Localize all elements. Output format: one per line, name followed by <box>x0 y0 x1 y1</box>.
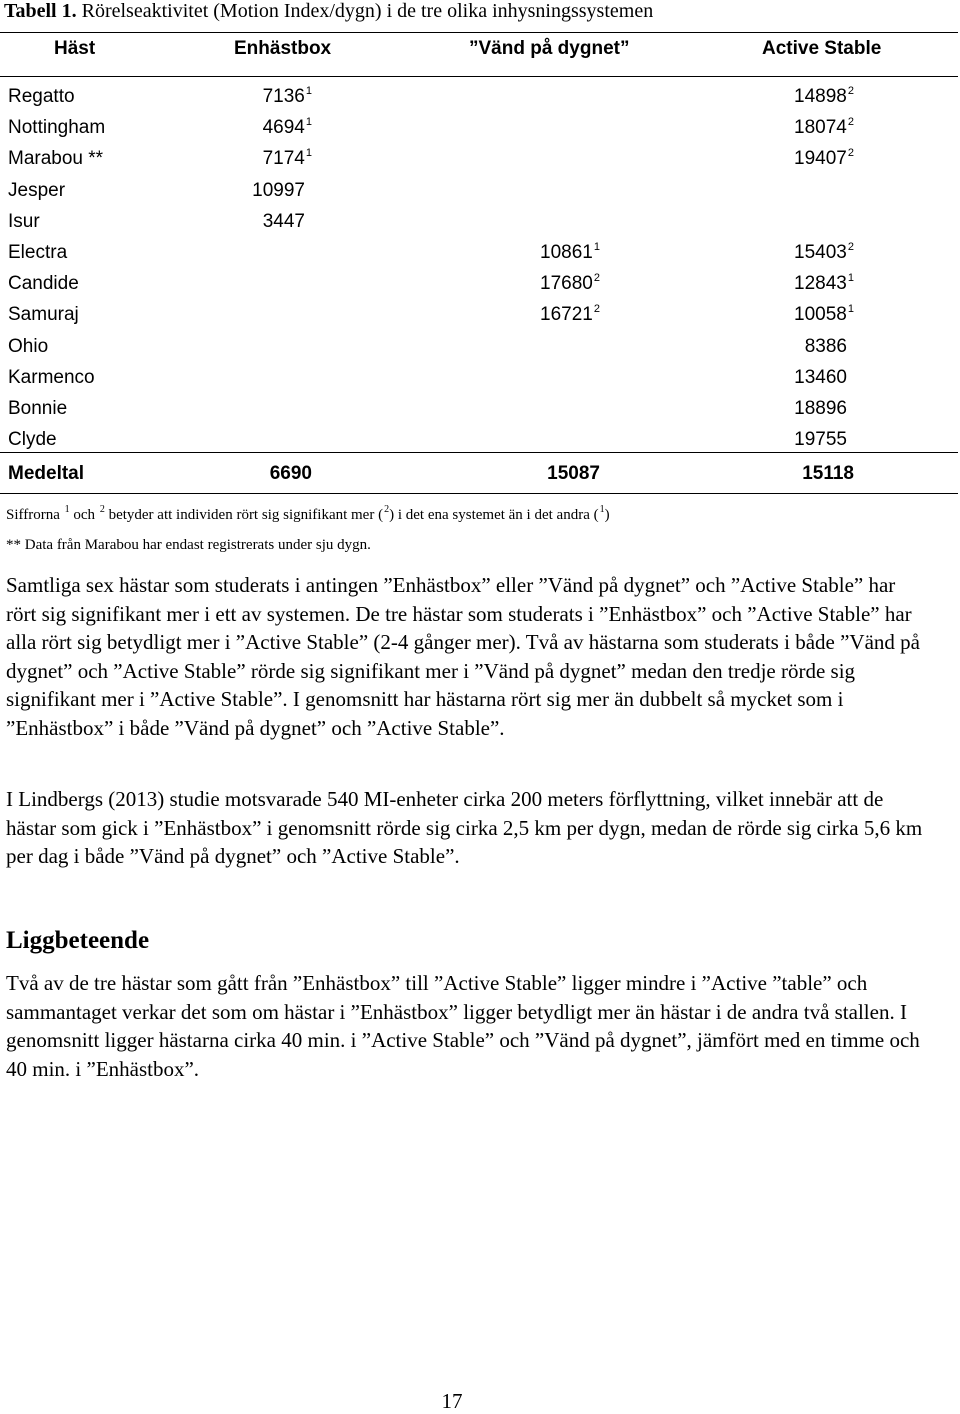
cell-value: Samuraj <box>8 304 79 325</box>
significance-marker: 1 <box>305 85 312 97</box>
significance-marker: 1 <box>305 147 312 159</box>
table-header-rule <box>0 76 958 77</box>
active-stable-value <box>794 148 854 170</box>
significance-marker: 2 <box>847 241 854 253</box>
cell-value: 10861 <box>540 242 593 263</box>
cell-value: 12843 <box>794 273 847 294</box>
significance-marker: 2 <box>593 303 600 315</box>
horse-name <box>8 429 57 451</box>
significance-marker: 1 <box>847 272 854 284</box>
significance-marker: 2 <box>593 272 600 284</box>
active-stable-value <box>794 367 854 389</box>
cell-value: 14898 <box>794 86 847 107</box>
mean-row-label: Medeltal <box>8 463 85 484</box>
horse-name <box>8 180 65 202</box>
active-stable-value <box>794 117 854 139</box>
significance-marker: 2 <box>847 85 854 97</box>
cell-value: Isur <box>8 211 40 232</box>
horse-name <box>8 336 48 358</box>
cell-value: Nottingham <box>8 117 106 138</box>
mean-vand-pa-dygnet: 15087 <box>547 463 600 484</box>
cell-value: 10997 <box>252 180 305 201</box>
significance-marker: 2 <box>847 147 854 159</box>
page-number: 17 <box>441 1389 463 1413</box>
cell-value: Karmenco <box>8 367 95 388</box>
horse-name <box>8 367 95 389</box>
active-stable-value <box>794 242 854 264</box>
mean-enhastbox: 6690 <box>269 463 312 484</box>
cell-value: 7174 <box>262 148 305 169</box>
horse-name <box>8 242 67 264</box>
caption-label: Tabell 1. <box>4 0 77 22</box>
mean-active-stable: 15118 <box>802 463 854 484</box>
cell-value: Regatto <box>8 86 75 107</box>
cell-value: 18074 <box>794 117 847 138</box>
significance-marker: 1 <box>305 116 312 128</box>
caption-text: Rörelseaktivitet (Motion Index/dygn) i de tre olika inhysningssystemen <box>81 0 654 22</box>
significance-marker: 1 <box>593 241 600 253</box>
vand-pa-dygnet-value <box>540 304 600 326</box>
cell-value: 19407 <box>794 148 847 169</box>
footnote-marabou: ** Data från Marabou har endast registrerats under sju dygn. <box>6 537 371 553</box>
active-stable-value <box>794 398 854 420</box>
table-bottom-rule <box>0 493 958 494</box>
cell-value: Candide <box>8 273 79 294</box>
enhastbox-value <box>252 180 312 202</box>
active-stable-value <box>794 86 854 108</box>
header-hast: Häst <box>54 38 96 59</box>
header-vand-pa-dygnet: ”Vänd på dygnet” <box>469 38 630 59</box>
active-stable-value <box>794 273 854 295</box>
active-stable-value <box>794 429 854 451</box>
cell-value: Marabou ** <box>8 148 104 169</box>
footnote-significance: Siffrorna $^1$ och $^2$ betyder att individen rört sig signifikant mer ($^2$) i det ena systemet än i det andra ($^1$) <box>6 504 610 523</box>
header-enhastbox: Enhästbox <box>234 38 332 59</box>
significance-marker: 1 <box>847 303 854 315</box>
cell-value: 19755 <box>794 429 847 450</box>
paragraph-2: I Lindbergs (2013) studie motsvarade 540 MI-enheter cirka 200 meters förflyttning, vilket innebär att de hästar som gick i ”Enhästbox” i genomsnitt rörde sig cirka 2,5 km per dygn, medan de rörde sig cirka 5,6 km per dag i både ”Vänd på dygnet” och ”Active Stable”. <box>6 787 923 868</box>
cell-value: 10058 <box>794 304 847 325</box>
cell-value: 13460 <box>794 367 847 388</box>
table-caption <box>4 0 653 23</box>
cell-value: 16721 <box>540 304 593 325</box>
cell-value: 15403 <box>794 242 847 263</box>
active-stable-value <box>794 304 854 326</box>
horse-name <box>8 211 40 233</box>
horse-name <box>8 86 75 108</box>
section-heading: Liggbeteende <box>6 927 150 954</box>
cell-value: Bonnie <box>8 398 68 419</box>
enhastbox-value <box>263 86 312 108</box>
cell-value: Jesper <box>8 180 66 201</box>
enhastbox-value <box>263 117 312 139</box>
cell-value: Clyde <box>8 429 57 450</box>
enhastbox-value <box>263 148 312 170</box>
horse-name <box>8 398 67 420</box>
vand-pa-dygnet-value <box>540 242 600 264</box>
cell-value: 4694 <box>262 117 305 138</box>
table-mean-rule <box>0 452 958 453</box>
cell-value: 3447 <box>262 211 305 232</box>
paragraph-3: Två av de tre hästar som gått från ”Enhästbox” till ”Active Stable” ligger mindre i ”Active ”table” och sammantaget verkar det som om hästar i ”Enhästbox” ligger betydligt mer än hästar i de andra två stallen. I genomsnitt ligger hästarna cirka 40 min. i ”Active Stable” och ”Vänd på dygnet”, jämfört med en timme och 40 min. i ”Enhästbox”. <box>6 971 920 1081</box>
cell-value: Ohio <box>8 336 49 357</box>
paragraph-1: Samtliga sex hästar som studerats i antingen ”Enhästbox” eller ”Vänd på dygnet” och ”Active Stable” har rört sig signifikant mer i ett av systemen. De tre hästar som studerats i ”Enhästbox” och ”Active Stable” har alla rört sig betydligt mer i ”Active Stable” (2-4 gånger mer). Två av hästarna som studerats i både ”Vänd på dygnet” och ”Active Stable” rörde sig signifikant mer i ”Vänd på dygnet” medan den tredje rörde sig signifikant mer i ”Active Stable”. I genomsnitt har hästarna rört sig mer än dubbelt så mycket som i ”Enhästbox” i både ”Vänd på dygnet” och ”Active Stable”. <box>6 573 920 740</box>
enhastbox-value <box>263 211 312 233</box>
cell-value: 7136 <box>262 86 305 107</box>
horse-name <box>8 148 103 170</box>
cell-value: 18896 <box>794 398 847 419</box>
table-top-rule <box>0 32 958 33</box>
horse-name <box>8 273 79 295</box>
header-active-stable: Active Stable <box>762 38 882 59</box>
vand-pa-dygnet-value <box>540 273 600 295</box>
cell-value: 8386 <box>804 336 847 357</box>
horse-name <box>8 117 105 139</box>
significance-marker: 2 <box>847 116 854 128</box>
active-stable-value <box>805 336 854 358</box>
horse-name <box>8 304 79 326</box>
cell-value: Electra <box>8 242 68 263</box>
cell-value: 17680 <box>540 273 593 294</box>
